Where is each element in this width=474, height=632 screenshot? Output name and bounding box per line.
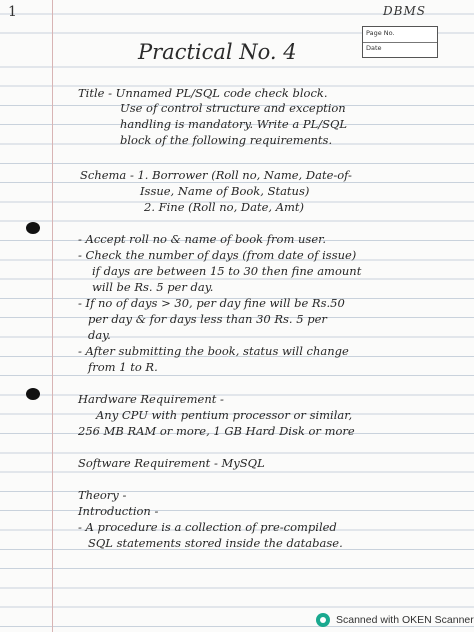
handwritten-line: - A procedure is a collection of pre-compiled (78, 520, 337, 534)
handwritten-line: Introduction - (78, 504, 159, 518)
handwritten-line: will be Rs. 5 per day. (92, 280, 214, 294)
binder-hole (26, 388, 40, 400)
page-no-label: Page No. (366, 29, 395, 37)
handwritten-line: - Accept roll no & name of book from user. (78, 232, 327, 246)
handwritten-line: Schema - 1. Borrower (Roll no, Name, Date-of- (80, 168, 352, 182)
handwritten-line: - Check the number of days (from date of issue) (78, 248, 357, 262)
handwritten-line: Theory - (78, 488, 127, 502)
handwritten-line: - After submitting the book, status will change (78, 344, 349, 358)
handwritten-line: handling is mandatory. Write a PL/SQL (120, 117, 348, 131)
handwritten-line: Title - Unnamed PL/SQL code check block. (78, 86, 328, 100)
scanner-text: Scanned with OKEN Scanner (336, 614, 474, 626)
handwritten-line: Hardware Requirement - (78, 392, 224, 406)
handwritten-line: per day & for days less than 30 Rs. 5 per (88, 312, 327, 326)
handwritten-line: day. (88, 328, 111, 342)
handwritten-line: Software Requirement - MySQL (78, 456, 265, 470)
handwritten-line: Issue, Name of Book, Status) (140, 184, 310, 198)
handwritten-line: 2. Fine (Roll no, Date, Amt) (144, 200, 305, 214)
scanner-watermark (316, 612, 474, 628)
scanner-logo-icon (316, 613, 330, 627)
page-title: Practical No. 4 (138, 40, 297, 64)
handwritten-line: 256 MB RAM or more, 1 GB Hard Disk or more (78, 424, 355, 438)
handwritten-line: from 1 to R. (88, 360, 158, 374)
handwritten-line: - If no of days > 30, per day fine will be Rs.50 (78, 296, 345, 310)
binder-hole (26, 222, 40, 234)
handwritten-line: Use of control structure and exception (120, 101, 346, 115)
corner-mark: 1 (8, 4, 17, 20)
subject-label: DBMS (383, 4, 426, 18)
handwritten-line: SQL statements stored inside the database. (88, 536, 343, 550)
margin-line (52, 0, 53, 632)
page-date-box (362, 26, 438, 58)
date-label: Date (366, 44, 382, 52)
handwritten-line: Any CPU with pentium processor or similar, (96, 408, 353, 422)
handwritten-line: if days are between 15 to 30 then fine amount (92, 264, 362, 278)
handwritten-line: block of the following requirements. (120, 133, 333, 147)
